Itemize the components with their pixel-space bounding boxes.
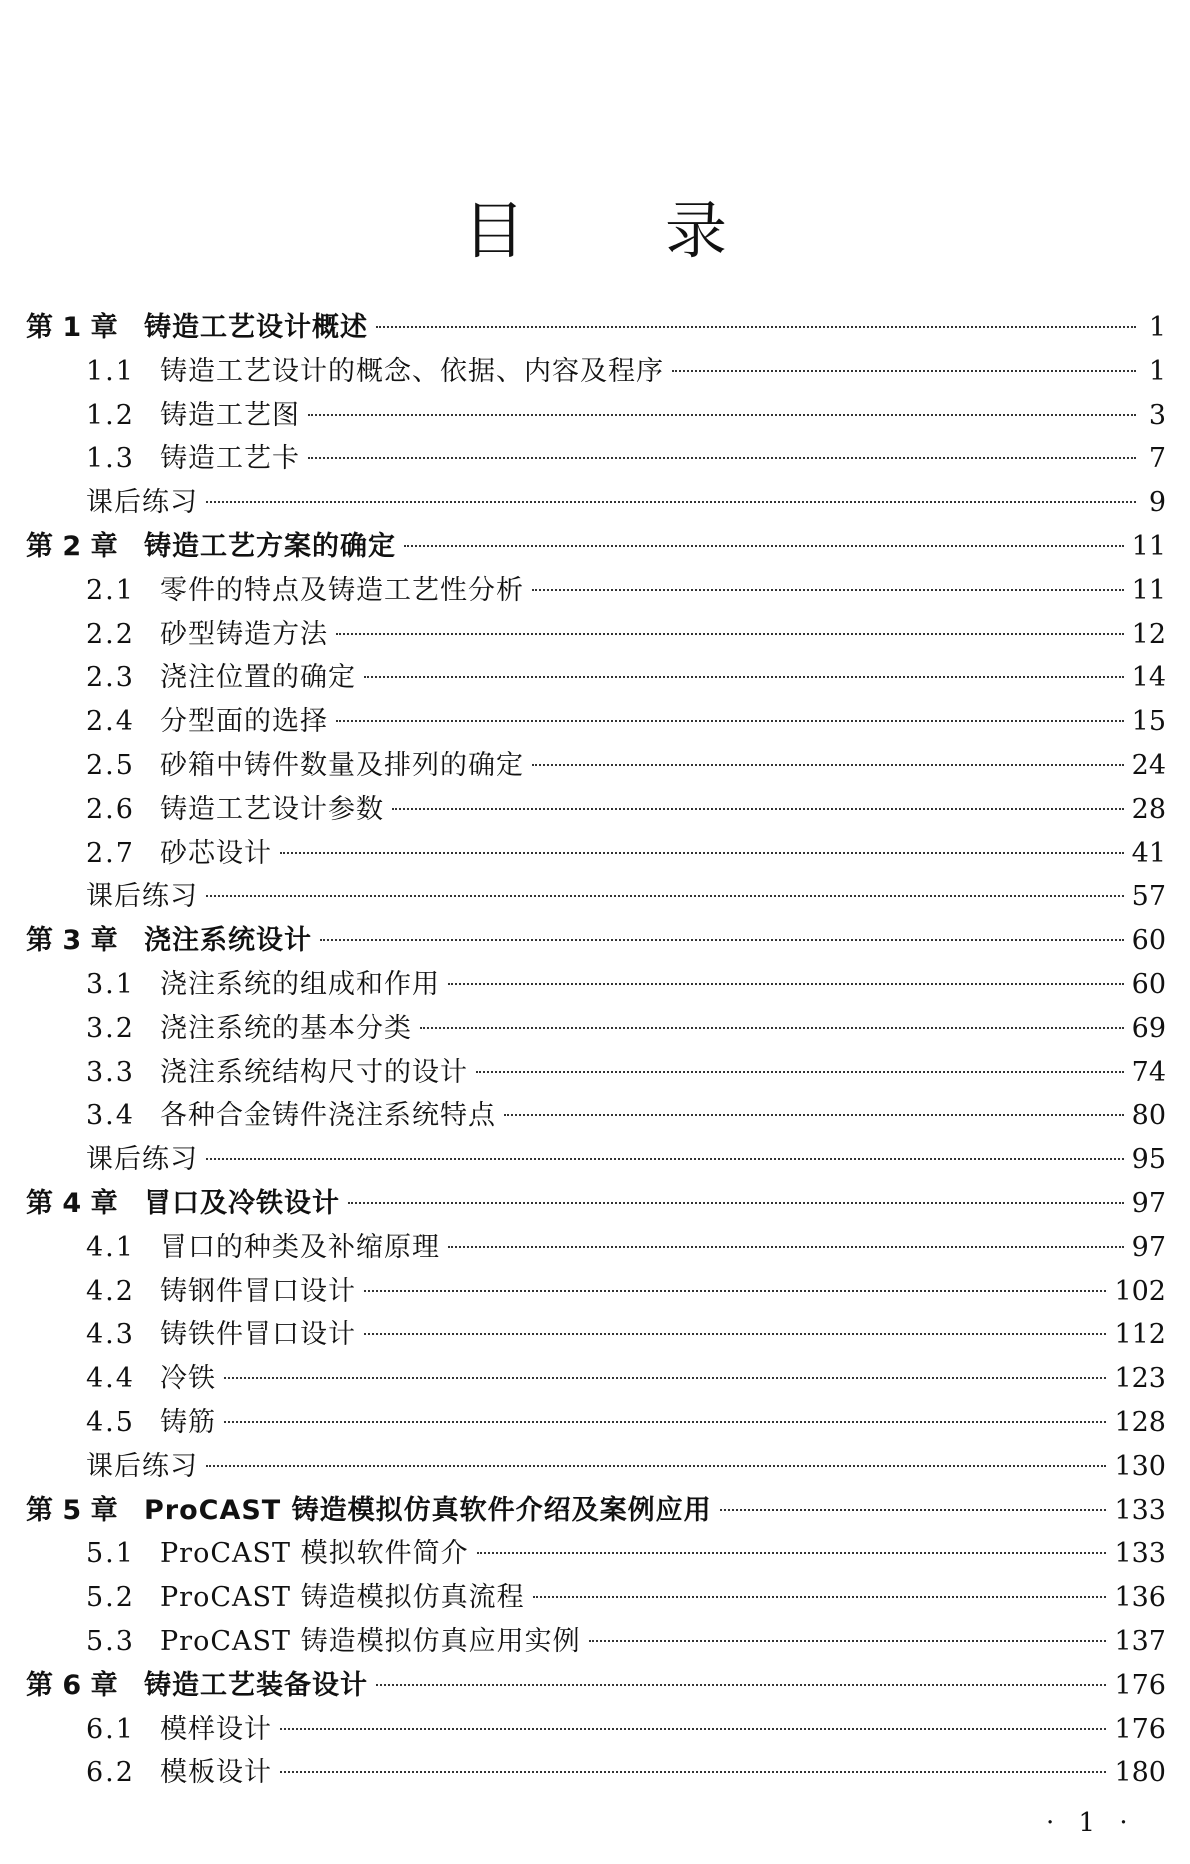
toc-section-entry[interactable]: [26, 394, 1166, 438]
dot-leader: [364, 676, 1124, 678]
toc-entry-number: 2.5: [86, 749, 135, 781]
toc-entry-title: 铸造工艺设计参数: [160, 793, 384, 825]
dot-leader: [348, 1202, 1124, 1204]
toc-section-entry[interactable]: [26, 832, 1166, 876]
toc-entry-number: 3.2: [86, 1012, 135, 1044]
dot-leader: [206, 1465, 1106, 1467]
dot-leader: [320, 939, 1124, 941]
toc-entry-page: 12: [1131, 618, 1166, 650]
toc-entry-number: 2.4: [86, 706, 135, 738]
toc-entry-number: 第 2 章: [26, 530, 118, 562]
dot-leader: [364, 1333, 1106, 1335]
toc-entry-title: 铸造工艺图: [160, 399, 300, 431]
toc-entry-page: 41: [1131, 837, 1166, 869]
dot-leader: [532, 764, 1124, 766]
dot-leader: [533, 1596, 1107, 1598]
toc-section-entry[interactable]: [26, 1357, 1166, 1401]
toc-entry-title: 课后练习: [86, 487, 198, 519]
dot-leader: [364, 1290, 1106, 1292]
toc-entry-number: 2.2: [86, 618, 135, 650]
dot-leader: [280, 852, 1124, 854]
toc-section-entry[interactable]: [26, 788, 1166, 832]
toc-entry-number: 第 1 章: [26, 312, 118, 343]
toc-entry-number: 4.4: [86, 1363, 135, 1395]
toc-section-entry[interactable]: [26, 1094, 1166, 1138]
toc-entry-page: 7: [1148, 443, 1166, 475]
toc-section-entry[interactable]: [26, 1226, 1166, 1270]
page-title: 目录: [462, 194, 867, 267]
toc-entry-title: 铸造工艺方案的确定: [144, 530, 396, 562]
toc-entry-number: 5.3: [86, 1625, 135, 1657]
dot-leader: [532, 589, 1124, 591]
toc-entry-page: 128: [1114, 1406, 1166, 1438]
dot-leader: [206, 895, 1124, 897]
toc-entry-page: 57: [1131, 881, 1166, 913]
toc-entry-number: 2.3: [86, 662, 135, 694]
toc-entry-number: 5.1: [86, 1538, 135, 1570]
toc-section-entry[interactable]: [26, 350, 1166, 394]
toc-section-entry[interactable]: [26, 1401, 1166, 1445]
dot-leader: [404, 545, 1124, 547]
toc-entry-title: 铸筋: [160, 1406, 216, 1438]
dot-leader: [504, 1114, 1124, 1116]
dot-leader: [336, 633, 1124, 635]
toc-section-entry[interactable]: [26, 1051, 1166, 1095]
toc-entry-title: 浇注位置的确定: [160, 662, 356, 694]
toc-exercise-entry[interactable]: [26, 1138, 1166, 1182]
toc-entry-page: 14: [1131, 662, 1166, 694]
toc-entry-page: 180: [1114, 1757, 1166, 1789]
toc-chapter-entry[interactable]: [26, 525, 1166, 569]
toc-entry-title: 冒口的种类及补缩原理: [160, 1231, 440, 1263]
toc-entry-page: 95: [1131, 1144, 1166, 1176]
toc-exercise-entry[interactable]: [26, 1445, 1166, 1489]
toc-entry-page: 112: [1114, 1319, 1166, 1351]
toc-section-entry[interactable]: [26, 613, 1166, 657]
dot-leader: [392, 808, 1124, 810]
toc-entry-title: 各种合金铸件浇注系统特点: [160, 1100, 496, 1132]
toc-entry-title: ProCAST 铸造模拟仿真应用实例: [160, 1625, 581, 1657]
dot-leader: [476, 1071, 1124, 1073]
toc-section-entry[interactable]: [26, 569, 1166, 613]
toc-entry-number: 1.3: [86, 443, 135, 475]
toc-entry-page: 60: [1131, 925, 1166, 957]
toc-entry-page: 60: [1131, 968, 1166, 1000]
toc-section-entry[interactable]: [26, 963, 1166, 1007]
toc-entry-title: 课后练习: [86, 1144, 198, 1176]
toc-entry-title: 浇注系统的基本分类: [160, 1012, 412, 1044]
dot-leader: [224, 1421, 1106, 1423]
dot-leader: [589, 1640, 1107, 1642]
dot-leader: [376, 326, 1136, 328]
toc-section-entry[interactable]: [26, 1007, 1166, 1051]
toc-section-entry[interactable]: [26, 1708, 1166, 1752]
toc-entry-page: 3: [1148, 399, 1166, 431]
toc-entry-title: 模板设计: [160, 1757, 272, 1789]
toc-entry-title: 课后练习: [86, 881, 198, 913]
toc-entry-page: 133: [1114, 1494, 1166, 1526]
toc-entry-number: 第 6 章: [26, 1669, 118, 1701]
toc-entry-title: 铸造工艺卡: [160, 443, 300, 475]
toc-entry-title: 冷铁: [160, 1363, 216, 1395]
toc-exercise-entry[interactable]: [26, 481, 1166, 525]
toc-section-entry[interactable]: [26, 1313, 1166, 1357]
toc-section-entry[interactable]: [26, 1576, 1166, 1620]
toc-entry-number: 4.3: [86, 1319, 135, 1351]
toc-entry-number: 4.5: [86, 1406, 135, 1438]
toc-entry-number: 5.2: [86, 1582, 135, 1614]
dot-leader: [308, 414, 1136, 416]
dot-leader: [280, 1771, 1106, 1773]
toc-entry-number: 2.7: [86, 837, 135, 869]
toc-entry-number: 2.1: [86, 574, 135, 606]
toc-entry-title: 浇注系统的组成和作用: [160, 968, 440, 1000]
toc-entry-number: 1.2: [86, 399, 135, 431]
dot-leader: [206, 1158, 1124, 1160]
toc-entry-title: 铸钢件冒口设计: [160, 1275, 356, 1307]
toc-entry-page: 102: [1114, 1275, 1166, 1307]
dot-leader: [420, 1027, 1124, 1029]
toc-entry-number: 2.6: [86, 793, 135, 825]
toc-entry-title: 砂芯设计: [160, 837, 272, 869]
dot-leader: [448, 1246, 1124, 1248]
dot-leader: [224, 1377, 1106, 1379]
toc-entry-title: 铸造工艺装备设计: [144, 1669, 368, 1701]
toc-entry-title: 砂箱中铸件数量及排列的确定: [160, 749, 524, 781]
toc-entry-number: 第 3 章: [26, 925, 118, 957]
toc-entry-number: 3.1: [86, 968, 135, 1000]
toc-entry-title: 浇注系统设计: [144, 925, 312, 957]
page-number: · 1 ·: [1046, 1808, 1136, 1838]
toc-entry-page: 69: [1131, 1012, 1166, 1044]
toc-entry-title: ProCAST 铸造模拟仿真流程: [160, 1582, 525, 1614]
toc-entry-title: 零件的特点及铸造工艺性分析: [160, 574, 524, 606]
toc-section-entry[interactable]: [26, 1270, 1166, 1314]
toc-entry-title: 铸铁件冒口设计: [160, 1319, 356, 1351]
toc-entry-page: 1: [1148, 355, 1166, 387]
toc-entry-page: 137: [1114, 1625, 1166, 1657]
toc-entry-page: 1: [1148, 312, 1166, 343]
toc-section-entry[interactable]: [26, 656, 1166, 700]
toc-entry-number: 第 5 章: [26, 1494, 118, 1526]
toc-entry-page: 176: [1114, 1713, 1166, 1745]
toc-entry-title: ProCAST 铸造模拟仿真软件介绍及案例应用: [144, 1494, 712, 1526]
toc-entry-page: 97: [1131, 1187, 1166, 1219]
dot-leader: [336, 720, 1124, 722]
toc-entry-page: 11: [1131, 530, 1166, 562]
toc-entry-page: 15: [1131, 706, 1166, 738]
toc-entry-number: 6.2: [86, 1757, 135, 1789]
toc-section-entry[interactable]: [26, 1620, 1166, 1664]
dot-leader: [206, 501, 1136, 503]
dot-leader: [280, 1728, 1106, 1730]
toc-chapter-entry[interactable]: [26, 306, 1166, 350]
toc-section-entry[interactable]: [26, 1532, 1166, 1576]
toc-entry-number: 第 4 章: [26, 1187, 118, 1219]
toc-exercise-entry[interactable]: [26, 875, 1166, 919]
toc-chapter-entry[interactable]: [26, 1182, 1166, 1226]
toc-entry-page: 24: [1131, 749, 1166, 781]
toc-entry-number: 3.4: [86, 1100, 135, 1132]
toc-section-entry[interactable]: [26, 700, 1166, 744]
toc-entry-title: 模样设计: [160, 1713, 272, 1745]
dot-leader: [477, 1552, 1107, 1554]
toc-entry-page: 97: [1131, 1231, 1166, 1263]
toc-chapter-entry[interactable]: [26, 1489, 1166, 1533]
toc-entry-number: 4.2: [86, 1275, 135, 1307]
toc-entry-title: 课后练习: [86, 1450, 198, 1482]
toc-entry-title: 砂型铸造方法: [160, 618, 328, 650]
toc-entry-page: 9: [1148, 487, 1166, 519]
dot-leader: [720, 1509, 1107, 1511]
toc-entry-number: 1.1: [86, 355, 135, 387]
toc-entry-page: 11: [1131, 574, 1166, 606]
toc-entry-page: 80: [1131, 1100, 1166, 1132]
toc-section-entry[interactable]: [26, 744, 1166, 788]
toc-entry-page: 176: [1114, 1669, 1166, 1701]
toc-chapter-entry[interactable]: [26, 1664, 1166, 1708]
toc-entry-title: 铸造工艺设计的概念、依据、内容及程序: [160, 355, 664, 387]
dot-leader: [448, 983, 1124, 985]
toc-entry-title: ProCAST 模拟软件简介: [160, 1538, 469, 1570]
toc-section-entry[interactable]: [26, 1751, 1166, 1795]
toc-entry-page: 130: [1114, 1450, 1166, 1482]
toc-entry-page: 136: [1114, 1582, 1166, 1614]
toc-entry-number: 6.1: [86, 1713, 135, 1745]
toc-entry-page: 123: [1114, 1363, 1166, 1395]
table-of-contents: [26, 306, 1166, 1795]
toc-entry-number: 4.1: [86, 1231, 135, 1263]
toc-entry-title: 浇注系统结构尺寸的设计: [160, 1056, 468, 1088]
toc-entry-page: 28: [1131, 793, 1166, 825]
toc-section-entry[interactable]: [26, 437, 1166, 481]
toc-entry-title: 分型面的选择: [160, 706, 328, 738]
dot-leader: [376, 1684, 1106, 1686]
toc-entry-title: 冒口及冷铁设计: [144, 1187, 340, 1219]
toc-entry-title: 铸造工艺设计概述: [144, 312, 368, 343]
toc-entry-page: 74: [1131, 1056, 1166, 1088]
toc-chapter-entry[interactable]: [26, 919, 1166, 963]
toc-entry-number: 3.3: [86, 1056, 135, 1088]
toc-entry-page: 133: [1114, 1538, 1166, 1570]
dot-leader: [672, 370, 1136, 372]
dot-leader: [308, 457, 1136, 459]
